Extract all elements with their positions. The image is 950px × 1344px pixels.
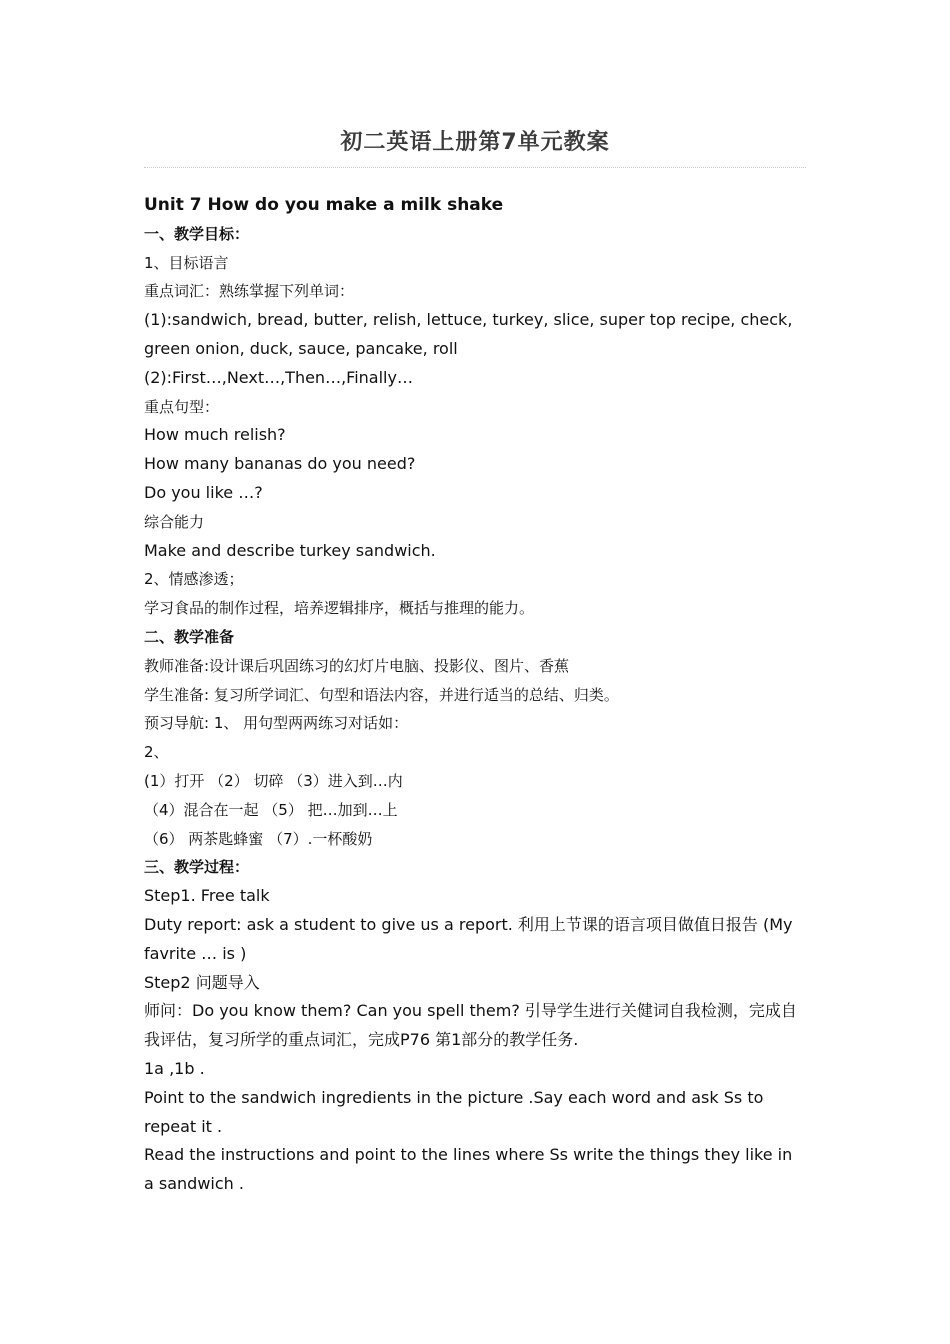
key-sentences-label: 重点句型： xyxy=(144,397,220,416)
sentence-line: Do you like …? xyxy=(144,482,263,502)
subheading-target-language: 1、目标语言 xyxy=(144,253,229,272)
teacher-question-text: 师问：Do you know them? Can you spell them? 引导学生进行关健词自我检测，完成自我评估，复习所学的重点词汇，完成P76 第1部分的教学任务. xyxy=(144,1001,797,1050)
activity-label: 1a ,1b . xyxy=(144,1058,205,1078)
step2-heading: Step2 问题导入 xyxy=(144,972,260,992)
key-vocabulary-label: 重点词汇：熟练掌握下列单词： xyxy=(144,282,355,301)
phrase-list-line: （4）混合在一起 （5） 把…加到…上 xyxy=(144,800,398,819)
section-heading-objectives: 一、教学目标： xyxy=(144,224,250,243)
unit-heading: Unit 7 How do you make a milk shake xyxy=(144,195,504,215)
phrase-list-line: （6） 两茶匙蜂蜜 （7）.一杯酸奶 xyxy=(144,829,373,848)
section-heading-process: 三、教学过程： xyxy=(144,858,250,877)
student-preparation: 学生准备: 复习所学词汇、句型和语法内容，并进行适当的总结、归类。 xyxy=(144,685,619,704)
ability-text: Make and describe turkey sandwich. xyxy=(144,540,436,560)
emotion-text: 学习食品的制作过程，培养逻辑排序，概括与推理的能力。 xyxy=(144,599,535,618)
document-body xyxy=(144,191,806,1199)
document-title: 初二英语上册第7单元教案 xyxy=(340,130,610,155)
preview-item-2: 2、 xyxy=(144,743,169,762)
sentence-line: How much relish? xyxy=(144,425,286,445)
vocabulary-list: (1):sandwich, bread, butter, relish, lettuce, turkey, slice, super top recipe, check, green onion, duck, sauce, pancake, roll xyxy=(144,310,793,358)
subheading-emotion: 2、情感渗透； xyxy=(144,570,244,589)
instruction-text: Read the instructions and point to the lines where Ss write the things they like in a sandwich . xyxy=(144,1145,793,1194)
section-heading-preparation: 二、教学准备 xyxy=(144,627,235,646)
step1-heading: Step1. Free talk xyxy=(144,886,270,906)
overall-ability-label: 综合能力 xyxy=(144,512,205,531)
duty-report-text: Duty report: ask a student to give us a report. 利用上节课的语言项目做值日报告 (My favrite … is ) xyxy=(144,914,793,963)
phrase-list-line: (1）打开 （2） 切碎 （3）进入到…内 xyxy=(144,771,403,790)
sentence-line: How many bananas do you need? xyxy=(144,454,416,474)
title-divider xyxy=(144,167,806,168)
preview-guide: 预习导航: 1、 用句型两两练习对话如： xyxy=(144,714,409,733)
sequence-words: (2):First…,Next…,Then…,Finally… xyxy=(144,367,413,387)
instruction-text: Point to the sandwich ingredients in the picture .Say each word and ask Ss to repeat it . xyxy=(144,1087,764,1136)
teacher-preparation: 教师准备:设计课后巩固练习的幻灯片电脑、投影仪、图片、香蕉 xyxy=(144,656,570,675)
